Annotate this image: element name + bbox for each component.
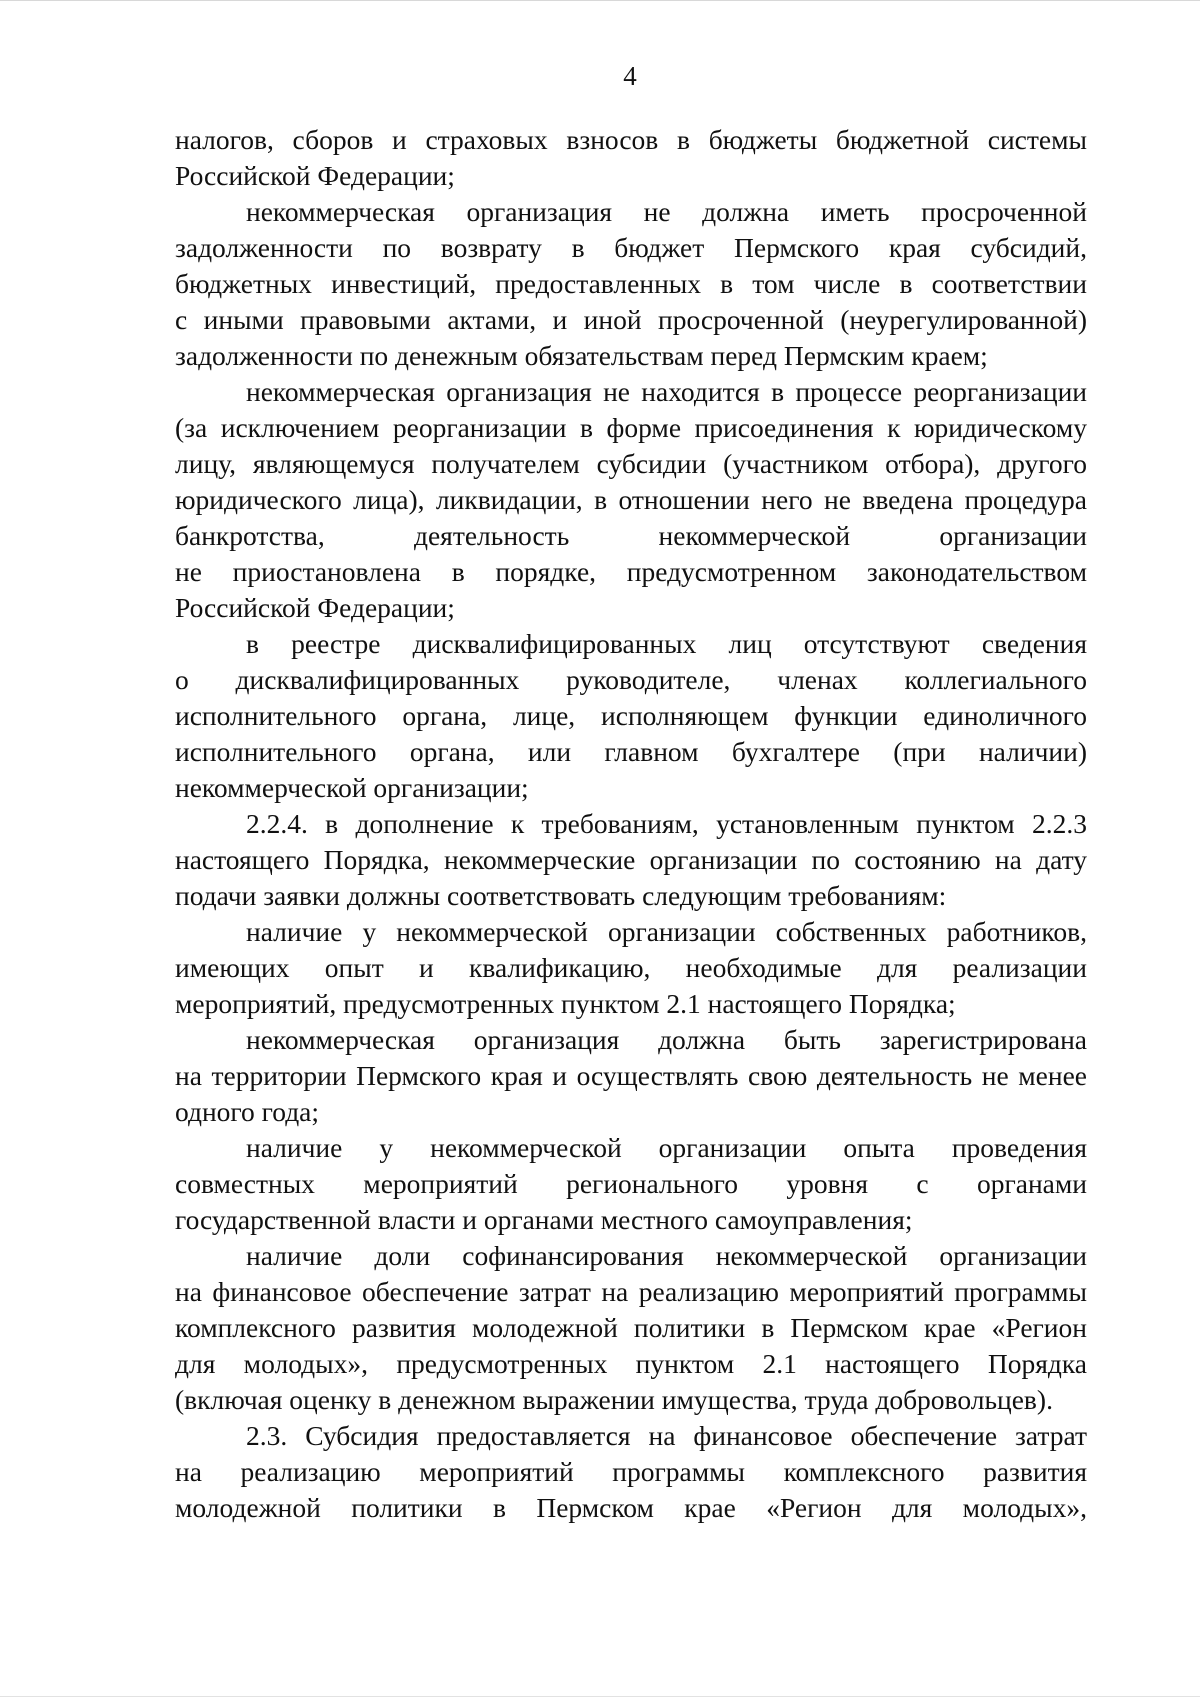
text-line: молодежной политики в Пермском крае «Регион для молодых», (175, 1492, 1087, 1523)
text-line: 2.2.4. в дополнение к требованиям, установленным пунктом 2.2.3 (246, 808, 1087, 839)
text-line: 2.3. Субсидия предоставляется на финансовое обеспечение затрат (246, 1420, 1087, 1451)
text-line: (за исключением реорганизации в форме присоединения к юридическому (175, 412, 1087, 443)
text-line: в реестре дисквалифицированных лиц отсутствуют сведения (246, 628, 1087, 659)
text-line: имеющих опыт и квалификацию, необходимые для реализации (175, 952, 1087, 983)
text-line: некоммерческой организации; (175, 772, 529, 803)
text-line: с иными правовыми актами, и иной просроченной (неурегулированной) (175, 304, 1087, 335)
text-line: наличие доли софинансирования некоммерческой организации (246, 1240, 1087, 1271)
text-line: на территории Пермского края и осуществлять свою деятельность не менее (175, 1060, 1087, 1091)
text-line: настоящего Порядка, некоммерческие организации по состоянию на дату (175, 844, 1087, 875)
page-number: 4 (623, 61, 637, 91)
top-scan-edge (0, 0, 1200, 1)
text-line: Российской Федерации; (175, 160, 455, 191)
text-line: исполнительного органа, или главном бухгалтере (при наличии) (175, 736, 1087, 767)
text-line: мероприятий, предусмотренных пунктом 2.1 настоящего Порядка; (175, 988, 956, 1019)
text-line: Российской Федерации; (175, 592, 455, 623)
text-line: для молодых», предусмотренных пунктом 2.1 настоящего Порядка (175, 1348, 1087, 1379)
text-line: задолженности по возврату в бюджет Пермского края субсидий, (175, 232, 1087, 263)
text-line: наличие у некоммерческой организации опыта проведения (246, 1132, 1087, 1163)
text-line: налогов, сборов и страховых взносов в бюджеты бюджетной системы (175, 124, 1087, 155)
text-line: одного года; (175, 1096, 320, 1127)
text-line: некоммерческая организация должна быть зарегистрирована (246, 1024, 1087, 1055)
bottom-scan-edge (0, 1696, 1200, 1697)
text-line: комплексного развития молодежной политики в Пермском крае «Регион (175, 1312, 1087, 1343)
text-line: банкротства, деятельность некоммерческой организации (175, 520, 1087, 551)
document-body (175, 122, 1087, 1526)
text-line: лицу, являющемуся получателем субсидии (участником отбора), другого (175, 448, 1087, 479)
text-line: на реализацию мероприятий программы комплексного развития (175, 1456, 1087, 1487)
text-line: подачи заявки должны соответствовать следующим требованиям: (175, 880, 947, 911)
text-line: бюджетных инвестиций, предоставленных в том числе в соответствии (175, 268, 1087, 299)
text-line: совместных мероприятий регионального уровня с органами (175, 1168, 1087, 1199)
text-line: государственной власти и органами местного самоуправления; (175, 1204, 913, 1235)
text-line: не приостановлена в порядке, предусмотренном законодательством (175, 556, 1087, 587)
text-line: исполнительного органа, лице, исполняющем функции единоличного (175, 700, 1087, 731)
text-line: на финансовое обеспечение затрат на реализацию мероприятий программы (175, 1276, 1087, 1307)
text-line: некоммерческая организация не должна иметь просроченной (246, 196, 1087, 227)
text-line: юридического лица), ликвидации, в отношении него не введена процедура (175, 484, 1087, 515)
text-line: задолженности по денежным обязательствам перед Пермским краем; (175, 340, 988, 371)
text-line: о дисквалифицированных руководителе, членах коллегиального (175, 664, 1087, 695)
text-line: наличие у некоммерческой организации собственных работников, (246, 916, 1087, 947)
text-line: (включая оценку в денежном выражении имущества, труда добровольцев). (175, 1384, 1053, 1415)
text-line: некоммерческая организация не находится в процессе реорганизации (246, 376, 1087, 407)
